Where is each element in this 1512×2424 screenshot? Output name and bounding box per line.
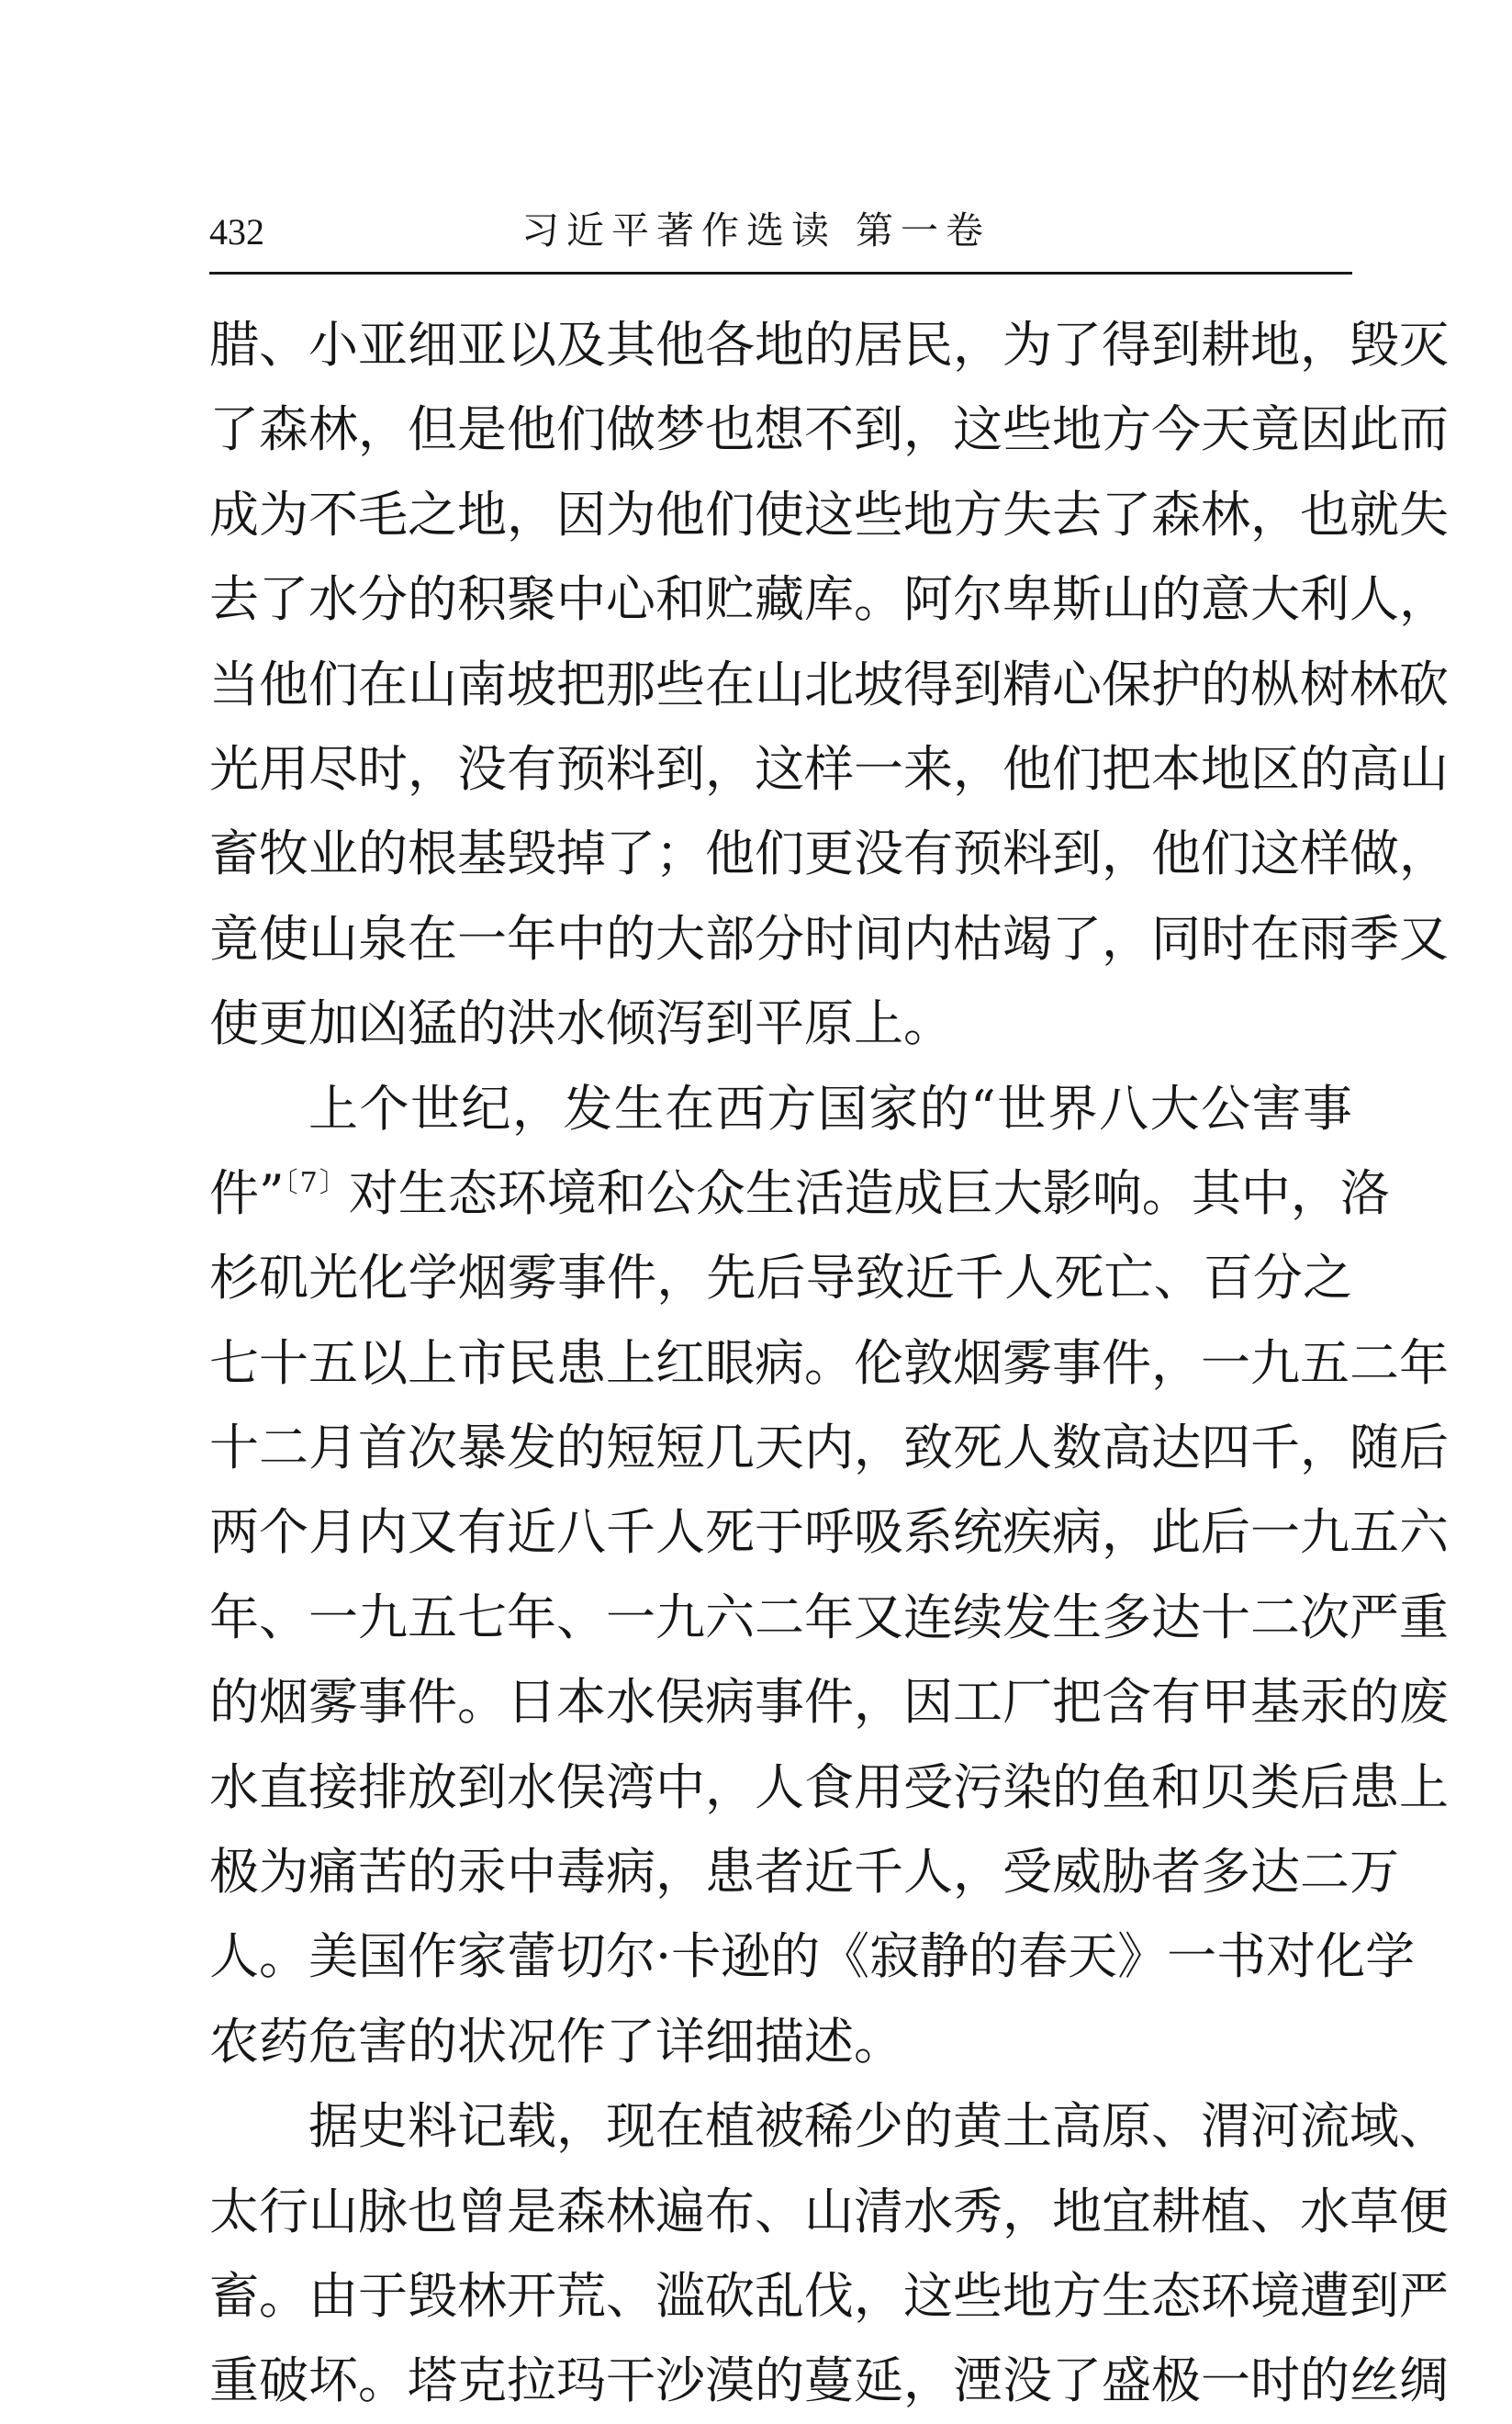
text-line: 据史料记载，现在植被稀少的黄土高原、渭河流域、 <box>308 2097 1449 2156</box>
text-line: 竟使山泉在一年中的大部分时间内枯竭了，同时在雨季又 <box>209 909 1449 968</box>
text-line: 畜。由于毁林开荒、滥砍乱伐，这些地方生态环境遭到严 <box>209 2266 1449 2325</box>
text-line: 腊、小亚细亚以及其他各地的居民，为了得到耕地，毁灭 <box>209 316 1449 374</box>
text-line: 年、一九五七年、一九六二年又连续发生多达十二次严重 <box>209 1588 1449 1646</box>
text-line: 重破坏。塔克拉玛干沙漠的蔓延，湮没了盛极一时的丝绸 <box>209 2351 1449 2410</box>
text-line-with-note <box>209 1151 1390 1236</box>
page-number: 432 <box>209 211 264 252</box>
text-line: 十二月首次暴发的短短几天内，致死人数高达四千，随后 <box>209 1419 1449 1477</box>
running-title: 习近平著作选读 第一卷 <box>521 208 991 252</box>
text-line: 光用尽时，没有预料到，这样一来，他们把本地区的高山 <box>209 739 1449 798</box>
text-line: 畜牧业的根基毁掉了；他们更没有预料到，他们这样做， <box>209 825 1449 883</box>
text-line: 了森林，但是他们做梦也想不到，这些地方今天竟因此而 <box>209 400 1449 459</box>
text-line: 七十五以上市民患上红眼病。伦敦烟雾事件，一九五二年 <box>209 1333 1449 1392</box>
text-line: 使更加凶猛的洪水倾泻到平原上。 <box>209 994 953 1053</box>
paragraph-1 <box>209 303 1449 1067</box>
body-text <box>209 303 1449 2424</box>
text-line: 太行山脉也曾是森林遍布、山清水秀，地宜耕植、水草便 <box>209 2182 1449 2240</box>
text-line: 水直接排放到水俣湾中，人食用受污染的鱼和贝类后患上 <box>209 1757 1449 1816</box>
text-line: 的烟雾事件。日本水俣病事件，因工厂把含有甲基汞的废 <box>209 1673 1449 1732</box>
text-line: 上个世纪，发生在西方国家的“世界八大公害事 <box>308 1079 1352 1138</box>
text-line: 两个月内又有近八千人死于呼吸系统疾病，此后一九五六 <box>209 1503 1449 1562</box>
page-header <box>209 204 1352 274</box>
paragraph-2 <box>209 1067 1449 2085</box>
text-segment: 件” <box>209 1163 285 1222</box>
text-line: 极为痛苦的汞中毒病，患者近千人，受威胁者多达二万 <box>209 1843 1399 1902</box>
text-line: 农药危害的状况作了详细描述。 <box>209 2012 903 2070</box>
text-segment: 对生态环境和公众生活造成巨大影响。其中，洛 <box>348 1163 1390 1222</box>
footnote-reference[interactable]: 〔7〕 <box>284 1166 349 1199</box>
text-line: 人。美国作家蕾切尔·卡逊的《寂静的春天》一书对化学 <box>209 1927 1416 1986</box>
text-line: 当他们在山南坡把那些在山北坡得到精心保护的枞树林砍 <box>209 655 1449 713</box>
text-line: 成为不毛之地，因为他们使这些地方失去了森林，也就失 <box>209 485 1449 544</box>
text-line: 去了水分的积聚中心和贮藏库。阿尔卑斯山的意大利人， <box>209 570 1449 629</box>
paragraph-3 <box>209 2084 1449 2424</box>
text-line: 杉矶光化学烟雾事件，先后导致近千人死亡、百分之 <box>209 1249 1352 1307</box>
header-rule <box>209 272 1352 275</box>
